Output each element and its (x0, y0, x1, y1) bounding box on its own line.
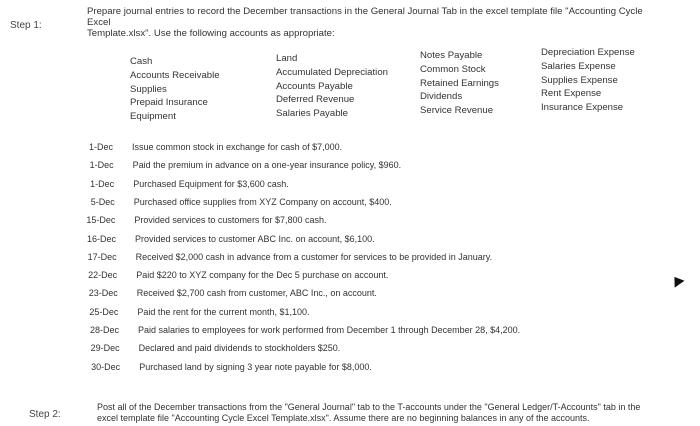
step1-instruction-line2: Template.xlsx". Use the following accounts as appropriate: (87, 28, 335, 39)
transaction-description: Received $2,000 cash in advance from a customer for services to be provided in January. (135, 251, 493, 262)
account-name: Salaries Expense (541, 60, 616, 72)
step2-label: Step 2: (29, 409, 61, 420)
accounts-column-4 (541, 46, 635, 115)
transaction-description: Issue common stock in exchange for cash of $7,000. (132, 142, 343, 152)
transaction-date: 25-Dec (89, 306, 119, 317)
step1-instruction-line1: Prepare journal entries to record the December transactions in the General Journal Tab in the excel template file "Accounting Cycle Excel (87, 6, 643, 28)
transaction-date: 1-Dec (88, 142, 113, 152)
account-name: Accounts Receivable (130, 69, 220, 81)
step1-instruction (87, 6, 667, 39)
account-name: Common Stock (420, 63, 486, 75)
transaction-description: Purchased office supplies from XYZ Company on account, $400. (133, 196, 392, 207)
transaction-date: 16-Dec (86, 233, 116, 244)
accounts-column-2 (276, 52, 388, 121)
transaction-description: Paid salaries to employees for work performed from December 1 through December 28, $4,200. (138, 325, 521, 335)
step2-instruction-line1: Post all of the December transactions from the "General Journal" tab to the T-accounts under the "General Ledger/T-Accounts" tab in the (97, 402, 641, 412)
transaction-description: Paid the premium in advance on a one-year insurance policy, $960. (132, 160, 402, 171)
transaction-description: Purchased land by signing 3 year note payable for $8,000. (139, 361, 372, 372)
transaction-date: 29-Dec (90, 343, 120, 354)
transaction-date: 15-Dec (86, 215, 116, 226)
account-name: Supplies (130, 83, 167, 95)
accounts-column-1 (130, 55, 220, 124)
transaction-date: 30-Dec (91, 361, 121, 372)
mouse-cursor-icon (670, 273, 685, 287)
account-name: Cash (130, 56, 153, 67)
account-name: Equipment (130, 111, 176, 123)
account-name: Notes Payable (420, 50, 483, 61)
transaction-date: 1-Dec (90, 178, 115, 189)
account-name: Prepaid Insurance (130, 97, 208, 109)
transaction-description: Paid the rent for the current month, $1,100. (137, 306, 310, 317)
transaction-date: 23-Dec (88, 288, 118, 299)
account-name: Land (276, 53, 298, 64)
transaction-date: 1-Dec (89, 160, 114, 171)
account-name: Deferred Revenue (276, 94, 355, 106)
transaction-date: 28-Dec (89, 325, 119, 335)
account-name: Retained Earnings (420, 77, 499, 89)
step2-instruction (97, 402, 677, 423)
transaction-description: Paid $220 to XYZ company for the Dec 5 purchase on account. (136, 270, 389, 281)
account-name: Accounts Payable (276, 80, 353, 92)
account-name: Supplies Expense (541, 74, 618, 86)
accounts-column-3 (420, 49, 499, 118)
account-name: Dividends (420, 91, 463, 103)
account-name: Insurance Expense (541, 102, 624, 114)
transaction-date: 22-Dec (88, 270, 118, 281)
step2-instruction-line2: excel template file "Accounting Cycle Excel Template.xlsx". Assume there are no beginning balances in any of the accounts. (97, 412, 590, 423)
account-name: Accumulated Depreciation (276, 66, 388, 78)
transaction-description: Provided services to customers for $7,800 cash. (134, 215, 327, 226)
account-name: Salaries Payable (276, 108, 348, 120)
transaction-description: Declared and paid dividends to stockholders $250. (138, 343, 341, 354)
transaction-date: 5-Dec (90, 196, 115, 207)
account-name: Service Revenue (420, 105, 494, 117)
account-name: Rent Expense (541, 88, 602, 100)
step1-label: Step 1: (10, 20, 42, 31)
transaction-description: Provided services to customer ABC Inc. on account, $6,100. (135, 233, 375, 244)
transaction-date: 17-Dec (87, 251, 117, 262)
transaction-description: Received $2,700 cash from customer, ABC Inc., on account. (136, 288, 377, 299)
transaction-description: Purchased Equipment for $3,600 cash. (133, 178, 289, 189)
account-name: Depreciation Expense (541, 47, 635, 58)
